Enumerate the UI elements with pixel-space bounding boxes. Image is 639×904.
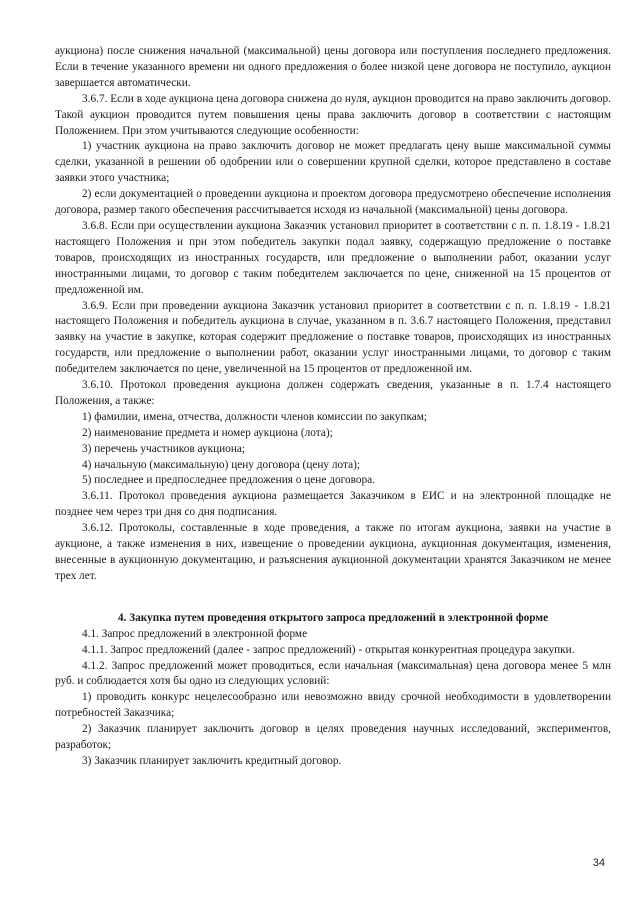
paragraph-3-6-10: 3.6.10. Протокол проведения аукциона должен содержать сведения, указанные в п. 1.7.4 настоящего Положения, а также: [55, 379, 611, 407]
list-item: 2) наименование предмета и номер аукциона (лота); [82, 426, 333, 439]
paragraph-continuation: аукциона) после снижения начальной (максимальной) цены договора или поступления последнего предложения. Если в течение указанного времени ни одного предложения о более низкой цене договора не поступило, аукцион завершается автоматически. [55, 45, 611, 89]
paragraph-3-6-12: 3.6.12. Протоколы, составленные в ходе проведения, а также по итогам аукциона, заявки на участие в аукционе, а также изменения в них, извещение о проведении аукциона, аукционная документация, изменения, внесенные в аукционную документацию, и разъяснения аукционной документации хранятся Заказчиком не менее трех лет. [55, 522, 611, 582]
paragraph-4-1: 4.1. Запрос предложений в электронной форме [82, 627, 308, 640]
paragraph-4-1-2: 4.1.2. Запрос предложений может проводиться, если начальная (максимальная) цена договора менее 5 млн руб. и соблюдается хотя бы одно из следующих условий: [55, 659, 611, 688]
list-item: 2) Заказчик планирует заключить договор в целях проведения научных исследований, экспериментов, разработок; [55, 723, 611, 752]
list-item: 3) Заказчик планирует заключить кредитный договор. [82, 754, 342, 767]
list-item: 1) участник аукциона на право заключить договор не может предлагать цену выше максимальной суммы сделки, указанной в решении об одобрении или о совершении крупной сделки, которое представлено в составе заявки этого участника; [55, 140, 611, 185]
page-number: 34 [592, 857, 605, 869]
paragraph-3-6-8: 3.6.8. Если при осуществлении аукциона Заказчик установил приоритет в соответствии с п. п. 1.8.19 - 1.8.21 настоящего Положения и при этом победитель закупки подал заявку, содержащую предложение о поставке товаров, происходящих из иностранных государств, или предложение о выполнении работ, оказании услуг иностранными лицами, то договор с таким победителем заключается по цене, сниженной на 15 процентов от предложенной им. [55, 219, 611, 296]
list-item: 1) фамилии, имена, отчества, должности членов комиссии по закупкам; [82, 410, 428, 423]
list-item: 3) перечень участников аукциона; [82, 442, 246, 455]
list-item: 4) начальную (максимальную) цену договора (цену лота); [82, 458, 361, 471]
paragraph-3-6-11: 3.6.11. Протокол проведения аукциона размещается Заказчиком в ЕИС и на электронной площадке не позднее чем через три дня со дня подписания. [55, 490, 611, 519]
paragraph-3-6-9: 3.6.9. Если при проведении аукциона Заказчик установил приоритет в соответствии с п. п. 1.8.19 - 1.8.21 настоящего Положения и победитель аукциона в случае, указанном в п. 3.6.7 настоящего Положения, представил заявку на участие в закупке, которая содержит предложение о поставке товаров, происходящих из иностранных государств, или предложение о выполнении работ, оказании услуг иностранными лицами, то договор с таким победителем заключается по цене, увеличенной на 15 процентов от предложенной им. [55, 299, 611, 376]
section-heading: 4. Закупка путем проведения открытого запроса предложений в электронной форме [117, 611, 549, 624]
paragraph-4-1-1: 4.1.1. Запрос предложений (далее - запрос предложений) - открытая конкурентная процедура закупки. [82, 643, 575, 656]
list-item: 1) проводить конкурс нецелесообразно или невозможно ввиду срочной необходимости в удовлетворении потребностей Заказчика; [55, 691, 611, 720]
list-item: 5) последнее и предпоследнее предложения о цене договора. [82, 474, 375, 487]
list-item: 2) если документацией о проведении аукциона и проектом договора предусмотрено обеспечение исполнения договора, размер такого обеспечения рассчитывается исходя из начальной (максимальной) цены договора. [55, 188, 611, 217]
paragraph-3-6-7: 3.6.7. Если в ходе аукциона цена договора снижена до нуля, аукцион проводится на право заключить договор. Такой аукцион проводится путем повышения цены права заключить договор в соответствии с настоящим Положением. При этом учитываются следующие особенности: [55, 92, 611, 137]
